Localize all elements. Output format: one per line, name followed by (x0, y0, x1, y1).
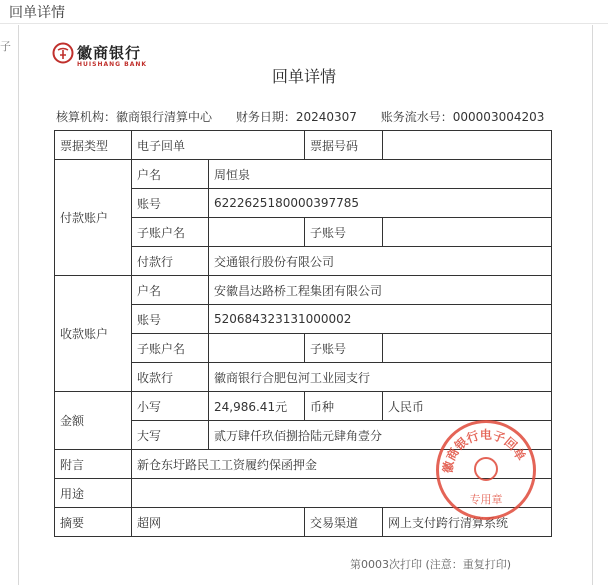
print-note: 第0003次打印 (注意：重复打印) (350, 558, 512, 571)
cell-value (383, 131, 552, 160)
payer-sub-name (209, 218, 305, 247)
receipt-meta (56, 108, 564, 125)
cell-label: 附言 (55, 450, 132, 479)
cell-label: 账号 (132, 305, 209, 334)
bank-name-cn: 徽商银行 (77, 44, 142, 62)
cell-label: 户名 (132, 276, 209, 305)
cell-label: 摘要 (55, 508, 132, 537)
cell-label: 子账户名 (132, 334, 209, 363)
cell-label: 付款行 (132, 247, 209, 276)
payee-sub-no (383, 334, 552, 363)
amount-figures: 24,986.41元 (209, 392, 305, 421)
payee-name: 安徽昌达路桥工程集团有限公司 (209, 276, 552, 305)
cell-label: 子账户名 (132, 218, 209, 247)
seal-arc-label: 徽商银行电子回单 (440, 427, 529, 475)
payee-bank: 徽商银行合肥包河工业园支行 (209, 363, 552, 392)
modal-title: 回单详情 (9, 5, 65, 21)
table-row (55, 392, 552, 421)
document-title: 回单详情 (271, 67, 336, 86)
cell-label: 币种 (305, 392, 383, 421)
seal-label: 专用章 (469, 493, 503, 506)
payer-name: 周恒泉 (209, 160, 552, 189)
transaction-channel: 网上支付跨行清算系统 (383, 508, 552, 537)
amount-words: 贰万肆仟玖佰捌拾陆元肆角壹分 (209, 421, 552, 450)
payee-group-label: 收款账户 (55, 276, 132, 392)
cell-label: 交易渠道 (305, 508, 383, 537)
currency: 人民币 (383, 392, 552, 421)
cell-label: 子账号 (305, 334, 383, 363)
cell-label: 大写 (132, 421, 209, 450)
payer-group-label: 付款账户 (55, 160, 132, 276)
remark: 新仓东圩路民工工资履约保函押金 (132, 450, 552, 479)
amount-group-label: 金额 (55, 392, 132, 450)
accounting-org: 核算机构：徽商银行清算中心 (56, 110, 213, 124)
table-row (55, 131, 552, 160)
cell-label: 户名 (132, 160, 209, 189)
table-row (55, 160, 552, 189)
finance-date: 财务日期：20240307 (235, 110, 357, 124)
modal-header (0, 0, 608, 24)
serial-number: 账务流水号：000003004203 (380, 110, 545, 124)
bank-logo-icon (52, 42, 74, 64)
table-row (55, 479, 552, 508)
cell-label: 用途 (55, 479, 132, 508)
bank-name-en: HUISHANG BANK (77, 61, 148, 68)
table-row (55, 508, 552, 537)
table-row (55, 276, 552, 305)
payer-bank: 交通银行股份有限公司 (209, 247, 552, 276)
payee-sub-name (209, 334, 305, 363)
cell-value: 电子回单 (132, 131, 305, 160)
cell-label: 子账号 (305, 218, 383, 247)
cell-label: 账号 (132, 189, 209, 218)
left-edge-text: 子 (0, 40, 11, 53)
payee-account: 520684323131000002 (209, 305, 552, 334)
purpose (132, 479, 552, 508)
cell-label: 小写 (132, 392, 209, 421)
cell-label: 票据类型 (55, 131, 132, 160)
table-row (55, 450, 552, 479)
cell-label: 收款行 (132, 363, 209, 392)
payer-account: 6222625180000397785 (209, 189, 552, 218)
cell-label: 票据号码 (305, 131, 383, 160)
payer-sub-no (383, 218, 552, 247)
summary: 超网 (132, 508, 305, 537)
receipt-table (54, 130, 552, 537)
